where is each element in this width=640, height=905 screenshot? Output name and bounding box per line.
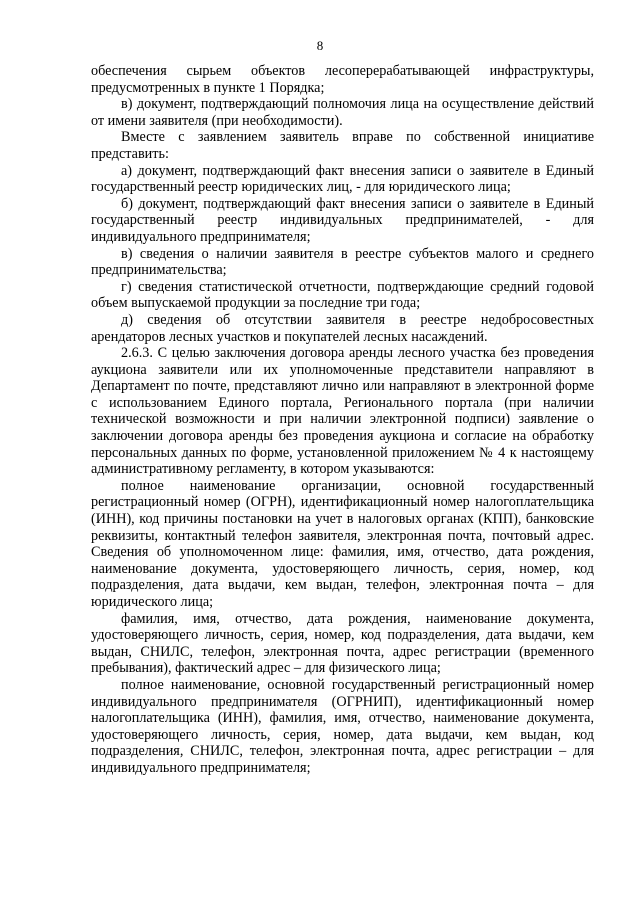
page-number: 8 bbox=[316, 38, 324, 53]
document-body bbox=[91, 63, 594, 777]
paragraph: б) документ, подтверждающий факт внесения записи о заявителе в Единый государственный реестр индивидуальных предпринимателей, - для индивидуального предпринимателя; bbox=[91, 195, 594, 245]
paragraph: фамилия, имя, отчество, дата рождения, наименование документа, удостоверяющего личность, серия, номер, код подразделения, дата выдачи, кем выдан, СНИЛС, телефон, электронная почта, адрес регистрации (временного пребывания), фактический адрес – для физического лица; bbox=[91, 610, 594, 677]
paragraph: в) сведения о наличии заявителя в реестре субъектов малого и среднего предпринимательства; bbox=[91, 245, 594, 279]
paragraph: Вместе с заявлением заявитель вправе по собственной инициативе представить: bbox=[91, 129, 594, 162]
paragraph: в) документ, подтверждающий полномочия лица на осуществление действий от имени заявителя (при необходимости). bbox=[91, 96, 594, 129]
paragraph: д) сведения об отсутствии заявителя в реестре недобросовестных арендаторов лесных участков и покупателей лесных насаждений. bbox=[91, 311, 594, 345]
paragraph: г) сведения статистической отчетности, подтверждающие средний годовой объем выпускаемой продукции за последние три года; bbox=[91, 278, 594, 312]
paragraph: 2.6.3. С целью заключения договора аренды лесного участка без проведения аукциона заявители или их уполномоченные представители направляют в Департамент по почте, представляют лично или направляют в электронной форме с использованием Единого портала, Регионального портала (при наличии технической возможности и при наличии электронной подписи) заявление о заключении договора аренды без проведения аукциона и согласие на обработку персональных данных по форме, установленной приложением № 4 к настоящему административному регламенту, в котором указываются: bbox=[91, 345, 594, 478]
paragraph: полное наименование организации, основной государственный регистрационный номер (ОГРН), идентификационный номер налогоплательщика (ИНН), код причины постановки на учет в налоговых органах (КПП), банковские реквизиты, контактный телефон заявителя, электронная почта, почтовый адрес. Сведения об уполномоченном лице: фамилия, имя, отчество, дата рождения, наименование документа, удостоверяющего личность, серия, номер, код подразделения, дата выдачи, кем выдан, телефон, электронная почта – для юридического лица; bbox=[91, 477, 594, 610]
paragraph: полное наименование, основной государственный регистрационный номер индивидуального предпринимателя (ОГРНИП), идентификационный номер налогоплательщика (ИНН), фамилия, имя, отчество, наименование документа, удостоверяющего личность, серия, номер, дата выдачи, кем выдан, код подразделения, СНИЛС, телефон, электронная почта, адрес регистрации – для индивидуального предпринимателя; bbox=[91, 676, 594, 776]
paragraph: обеспечения сырьем объектов лесоперерабатывающей инфраструктуры, предусмотренных в пункте 1 Порядка; bbox=[91, 63, 594, 96]
paragraph: а) документ, подтверждающий факт внесения записи о заявителе в Единый государственный реестр юридических лиц, - для юридического лица; bbox=[91, 162, 594, 196]
